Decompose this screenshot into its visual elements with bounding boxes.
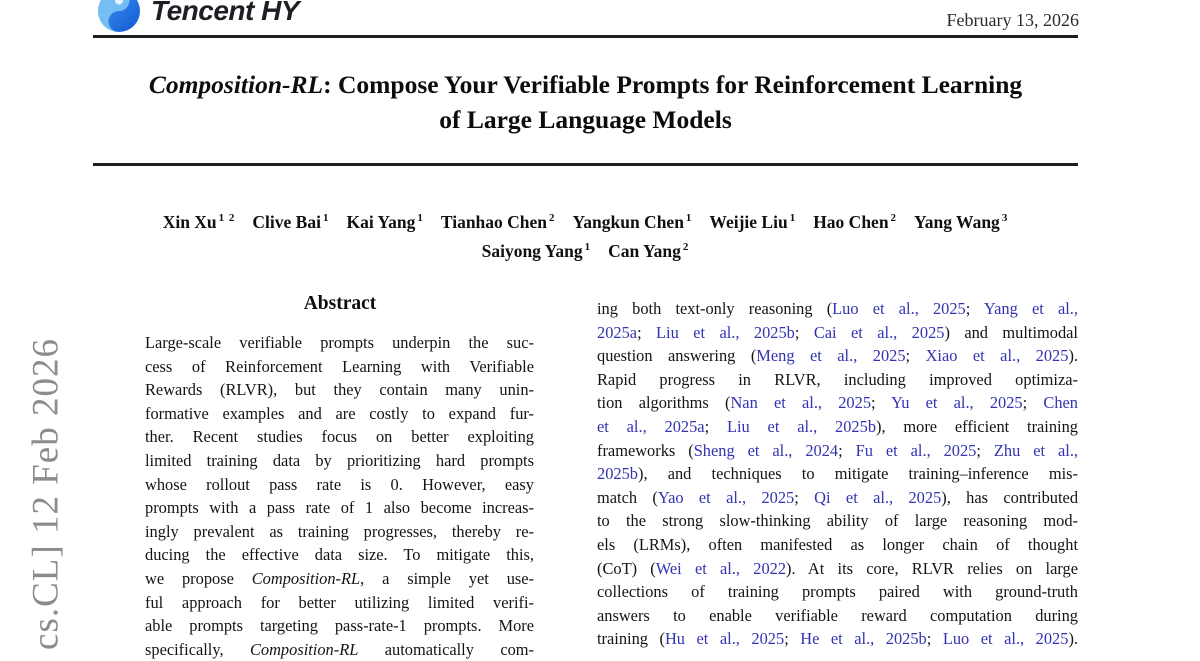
- author: Yangkun Chen $^1$: [572, 211, 693, 232]
- abstract-line: ducing the effective data size. To mitigate this,: [145, 545, 534, 565]
- body-column: [597, 297, 1078, 651]
- date-label: February 13, 2026: [946, 10, 1079, 30]
- abstract-line: prompts with a pass rate of 1 also become increas-: [145, 498, 534, 518]
- abstract-line: ther. Recent studies focus on better exploiting: [145, 427, 534, 447]
- body-line: Rapid progress in RLVR, including improved optimiza-: [597, 369, 1078, 389]
- author-affiliation-sup: 1: [685, 212, 693, 224]
- abstract-line: able prompts targeting pass-rate-1 prompts. More: [145, 616, 534, 636]
- author-affiliation-sup: 1 2: [218, 212, 236, 224]
- author: Weijie Liu $^1$: [709, 211, 797, 232]
- author-affiliation-sup: 1: [789, 212, 797, 224]
- author: Tianhao Chen $^2$: [440, 211, 556, 232]
- body-line: collections of training prompts paired with ground-truth: [597, 582, 1078, 602]
- authors-line-1: [93, 206, 1078, 235]
- author: Can Yang $^2$: [608, 240, 690, 261]
- body-line: to the strong slow-thinking ability of large reasoning mod-: [597, 511, 1078, 531]
- title-rule: [93, 163, 1078, 166]
- author: Xin Xu $^{1 2}$: [162, 211, 236, 232]
- body-line: training (Hu et al., 2025; He et al., 2025b; Luo et al., 2025).: [597, 629, 1078, 649]
- author-affiliation-sup: 1: [322, 212, 330, 224]
- citation-link[interactable]: Nan et al., 2025: [730, 393, 872, 413]
- author-affiliation-sup: 2: [549, 212, 556, 224]
- paper-title-line1: Composition-RL: Compose Your Verifiable Prompts for Reinforcement Learning: [148, 70, 1023, 99]
- author-affiliation-sup: 1: [584, 240, 592, 253]
- citation-link[interactable]: Qi et al., 2025: [814, 487, 942, 507]
- author: Yang Wang $^3$: [914, 211, 1009, 232]
- citation-link[interactable]: Wei et al., 2022: [655, 558, 787, 578]
- body-line: tion algorithms (Nan et al., 2025; Yu et al., 2025; Chen: [597, 393, 1078, 413]
- citation-link[interactable]: Zhu et al.,: [993, 440, 1079, 460]
- abstract-line: specifically, Composition-RL automatically com-: [145, 639, 534, 659]
- italic-text: Composition-RL: [251, 568, 361, 588]
- abstract-line: cess of Reinforcement Learning with Verifiable: [145, 356, 534, 376]
- italic-text: Composition-RL: [148, 70, 324, 99]
- body-line: frameworks (Sheng et al., 2024; Fu et al., 2025; Zhu et al.,: [597, 440, 1079, 460]
- citation-link[interactable]: Yang et al.,: [983, 299, 1078, 318]
- abstract-line: ful approach for better utilizing limited verifi-: [145, 592, 534, 612]
- header-rule: [93, 35, 1078, 38]
- body-line: answers to enable verifiable reward computation during: [597, 605, 1078, 625]
- abstract-heading: Abstract: [303, 293, 377, 314]
- body-line: 2025b), and techniques to mitigate training–inference mis-: [597, 464, 1078, 484]
- citation-link[interactable]: 2025b: [597, 464, 638, 484]
- paper-title-line2: of Large Language Models: [439, 105, 732, 134]
- citation-link[interactable]: Luo et al., 2025: [942, 629, 1069, 649]
- citation-link[interactable]: Cai et al., 2025: [813, 322, 945, 342]
- body-line: et al., 2025a; Liu et al., 2025b), more efficient training: [597, 416, 1079, 436]
- citation-link[interactable]: 2025a: [597, 322, 638, 342]
- abstract-line: Large-scale verifiable prompts underpin the suc-: [145, 333, 534, 352]
- author-affiliation-sup: 1: [417, 212, 424, 224]
- body-line: question answering (Meng et al., 2025; Xiao et al., 2025).: [597, 346, 1078, 366]
- abstract-line: we propose Composition-RL, a simple yet use-: [145, 568, 534, 588]
- citation-link[interactable]: Chen: [1043, 393, 1078, 413]
- citation-link[interactable]: Meng et al., 2025: [756, 346, 906, 366]
- abstract-line: Rewards (RLVR), but they contain many unin-: [145, 380, 534, 400]
- abstract-line: ingly prevalent as training progresses, thereby re-: [145, 521, 534, 541]
- paper-title: [93, 67, 1078, 137]
- author: Clive Bai $^1$: [252, 211, 330, 232]
- author-affiliation-sup: 2: [682, 240, 690, 253]
- citation-link[interactable]: Yao et al., 2025: [657, 487, 795, 507]
- citation-link[interactable]: Fu et al., 2025: [855, 440, 977, 460]
- citation-link[interactable]: Luo et al., 2025: [832, 299, 966, 318]
- citation-link[interactable]: Xiao et al., 2025: [925, 346, 1069, 366]
- body-line: els (LRMs), often manifested as longer chain of thought: [597, 534, 1078, 554]
- citation-link[interactable]: et al., 2025a: [597, 416, 705, 436]
- authors-line-2: [93, 235, 1078, 264]
- author: Hao Chen $^2$: [813, 211, 898, 232]
- body-line: match (Yao et al., 2025; Qi et al., 2025), has contributed: [597, 487, 1079, 507]
- authors-block: [93, 206, 1078, 264]
- italic-text: Composition-RL: [249, 639, 359, 659]
- citation-link[interactable]: Yu et al., 2025: [891, 393, 1023, 413]
- author: Saiyong Yang $^1$: [481, 240, 592, 261]
- abstract-line: formative examples and are costly to expand fur-: [145, 403, 534, 423]
- citation-link[interactable]: Sheng et al., 2024: [693, 440, 839, 460]
- author-affiliation-sup: 2: [890, 212, 898, 224]
- author-affiliation-sup: 3: [1001, 212, 1009, 224]
- abstract-line: limited training data by prioritizing hard prompts: [145, 450, 534, 470]
- body-line: (CoT) (Wei et al., 2022). At its core, RLVR relies on large: [597, 558, 1078, 578]
- author: Kai Yang $^1$: [346, 211, 424, 232]
- abstract-line: whose rollout pass rate is 0. However, easy: [145, 474, 534, 494]
- citation-link[interactable]: Liu et al., 2025b: [656, 322, 795, 342]
- body-line: ing both text-only reasoning (Luo et al., 2025; Yang et al.,: [597, 299, 1078, 318]
- logo-text: Tencent HY: [151, 0, 299, 26]
- body-column-lines: [597, 297, 1078, 651]
- citation-link[interactable]: He et al., 2025b: [800, 629, 927, 649]
- tencent-hunyuan-swirl-icon: [97, 0, 141, 33]
- body-line: 2025a; Liu et al., 2025b; Cai et al., 2025) and multimodal: [597, 322, 1078, 342]
- header-logo: [97, 0, 299, 33]
- citation-link[interactable]: Liu et al., 2025b: [726, 416, 877, 436]
- abstract-column: [120, 293, 560, 661]
- arxiv-watermark: cs.CL] 12 Feb 2026: [25, 338, 67, 650]
- citation-link[interactable]: Hu et al., 2025: [664, 629, 785, 649]
- abstract-lines: [145, 331, 534, 661]
